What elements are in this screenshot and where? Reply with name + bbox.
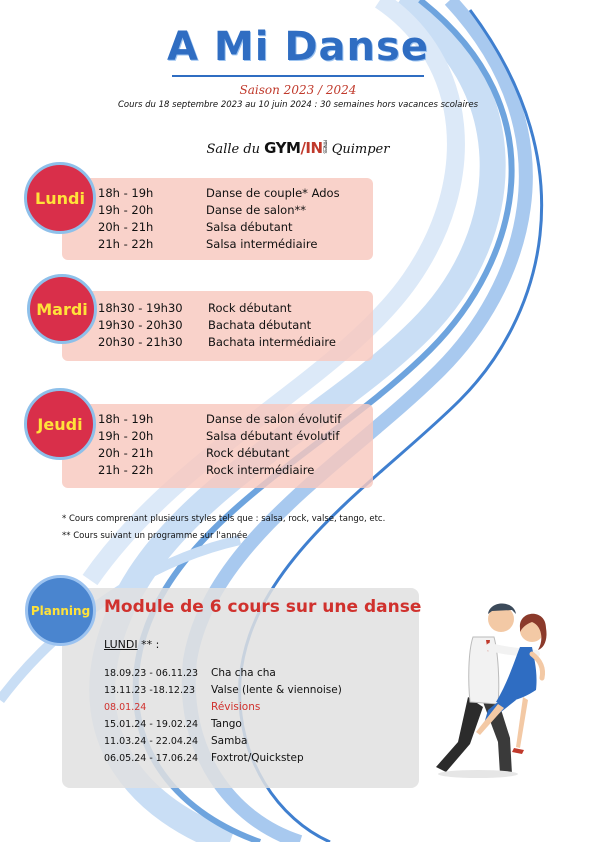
time: 18h - 19h	[98, 186, 154, 200]
schedule-row	[98, 237, 317, 251]
schedule-row	[98, 203, 306, 217]
time: 19h30 - 20h30	[98, 318, 183, 332]
course: Salsa intermédiaire	[206, 237, 318, 251]
time: 19h - 20h	[98, 203, 154, 217]
day-badge-jeudi: Jeudi	[24, 388, 96, 460]
planning-row	[104, 752, 304, 764]
module-title: Module de 6 cours sur une danse	[104, 597, 422, 617]
course: Rock débutant	[206, 446, 290, 460]
planning-dance: Révisions	[211, 701, 261, 713]
schedule-block-jeudi	[62, 404, 373, 488]
day-badge-lundi: Lundi	[24, 162, 96, 234]
schedule-row	[98, 335, 336, 349]
venue-city: Quimper	[331, 142, 390, 157]
planning-row-revision	[104, 701, 260, 713]
planning-row	[104, 684, 342, 696]
planning-dance: Samba	[211, 735, 248, 747]
course: Bachata débutant	[208, 318, 312, 332]
course: Bachata intermédiaire	[208, 335, 336, 349]
season-label: Saison 2023 / 2024	[239, 83, 357, 97]
planning-row	[104, 718, 242, 730]
planning-dates: 11.03.24 - 22.04.24	[104, 736, 199, 747]
planning-dance: Valse (lente & viennoise)	[211, 684, 342, 696]
schedule-row	[98, 446, 289, 460]
logo-text-b: /IN	[300, 139, 323, 157]
course: Danse de couple* Ados	[206, 186, 340, 200]
planning-dates: 08.01.24	[104, 702, 147, 713]
schedule-row	[98, 463, 314, 477]
schedule-row	[98, 429, 339, 443]
planning-row	[104, 667, 276, 679]
schedule-row	[98, 318, 311, 332]
time: 20h30 - 21h30	[98, 335, 183, 349]
schedule-row	[98, 220, 293, 234]
footnote-2: ** Cours suivant un programme sur l'année	[62, 531, 248, 541]
schedule-block-lundi	[62, 178, 373, 260]
planning-dates: 06.05.24 - 17.06.24	[104, 753, 199, 764]
time: 18h - 19h	[98, 412, 154, 426]
time: 20h - 21h	[98, 220, 154, 234]
schedule-row	[98, 186, 340, 200]
schedule-block-mardi	[62, 291, 373, 361]
planning-day: LUNDI	[104, 638, 138, 651]
time: 19h - 20h	[98, 429, 154, 443]
course: Danse de salon évolutif	[206, 412, 342, 426]
venue-prefix: Salle du	[206, 142, 261, 157]
time: 20h - 21h	[98, 446, 154, 460]
page-title: A Mi Danse	[167, 24, 429, 70]
planning-dates: 15.01.24 - 19.02.24	[104, 719, 199, 730]
venue-line	[0, 139, 596, 157]
planning-dance: Cha cha cha	[211, 667, 276, 679]
course: Salsa débutant évolutif	[206, 429, 340, 443]
course: Salsa débutant	[206, 220, 293, 234]
logo-text-small: FITNESS	[322, 139, 328, 153]
time: 21h - 22h	[98, 237, 154, 251]
gym-logo	[264, 139, 327, 157]
planning-badge: Planning	[25, 575, 96, 646]
course: Rock débutant	[208, 301, 292, 315]
course: Rock intermédiaire	[206, 463, 315, 477]
dates-line: Cours du 18 septembre 2023 au 10 juin 2024 : 30 semaines hors vacances scolaires	[117, 100, 479, 110]
planning-dance: Tango	[211, 718, 242, 730]
planning-day-suffix: ** :	[137, 638, 160, 651]
day-badge-mardi: Mardi	[27, 274, 97, 344]
planning-dates: 18.09.23 - 06.11.23	[104, 668, 199, 679]
course: Danse de salon**	[206, 203, 307, 217]
planning-row	[104, 735, 247, 747]
planning-dance: Foxtrot/Quickstep	[211, 752, 304, 764]
planning-day-label	[104, 638, 159, 651]
footnote-1: * Cours comprenant plusieurs styles tels que : salsa, rock, valse, tango, etc.	[62, 514, 386, 524]
planning-dates: 13.11.23 -18.12.23	[104, 685, 196, 696]
time: 21h - 22h	[98, 463, 154, 477]
logo-text-a: GYM	[264, 139, 301, 157]
schedule-row	[98, 412, 341, 426]
time: 18h30 - 19h30	[98, 301, 183, 315]
dancing-couple-illustration	[428, 592, 558, 780]
title-underline	[172, 75, 424, 77]
schedule-row	[98, 301, 291, 315]
